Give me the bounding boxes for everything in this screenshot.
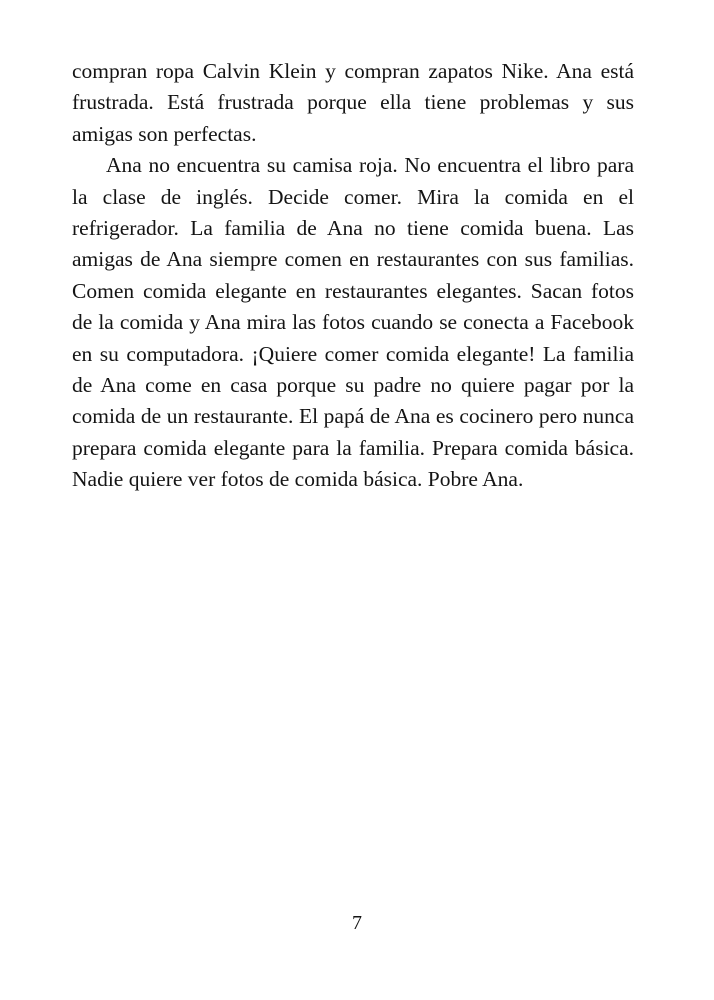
paragraph-1: compran ropa Calvin Klein y compran zapatos Nike. Ana está frustrada. Está frustrada porque ella tiene problemas y sus amigas son perfectas.	[72, 59, 634, 146]
page-number: 7	[352, 912, 362, 934]
paragraph-2: Ana no encuentra su camisa roja. No encuentra el libro para la clase de inglés. Decide comer. Mira la comida en el refrigerador. La familia de Ana no tiene comida buena. Las amigas de Ana siempre comen en restaurantes con sus familias. Comen comida elegante en restaurantes elegantes. Sacan fotos de la comida y Ana mira las fotos cuando se conecta a Facebook en su computadora. ¡Quiere comer comida elegante! La familia de Ana come en casa porque su padre no quiere pagar por la comida de un restaurante. El papá de Ana es cocinero pero nunca prepara comida elegante para la familia. Prepara comida básica. Nadie quiere ver fotos de comida básica. Pobre Ana.	[72, 153, 634, 492]
body-text	[72, 56, 634, 496]
